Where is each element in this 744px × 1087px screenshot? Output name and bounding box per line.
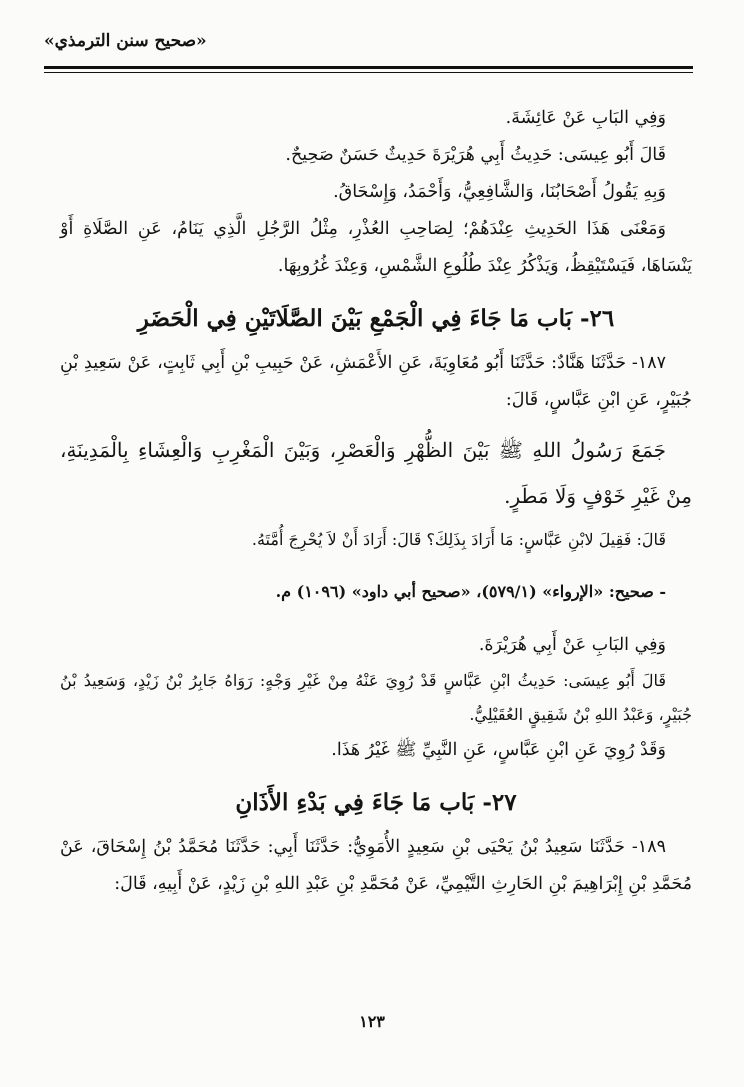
paragraph-bab-aisha: وَفِي البَابِ عَنْ عَائِشَةَ. xyxy=(505,108,666,128)
paragraph-scholars-opinion: وَبِهِ يَقُولُ أَصْحَابُنَا، وَالشَّافِعِيُّ، وَأَحْمَدُ، وَإِسْحَاقُ. xyxy=(333,182,666,202)
paragraph-abu-isa-ruling: قَالَ أَبُو عِيسَى: حَدِيثُ أَبِي هُرَيْرَةَ حَدِيثٌ حَسَنٌ صَحِيحٌ. xyxy=(285,145,666,165)
hadith-187-matn: جَمَعَ رَسُولُ اللهِ ﷺ بَيْنَ الظُّهْرِ وَالْعَصْرِ، وَبَيْنَ الْمَغْرِبِ وَالْعِشَاءِ بِالْمَدِينَةِ، مِنْ غَيْرِ خَوْفٍ وَلَا مَطَرٍ. xyxy=(60,438,692,508)
chapter-heading-27: ٢٧- بَاب مَا جَاءَ فِي بَدْءِ الأَذَانِ xyxy=(235,789,517,816)
header-rule-thin xyxy=(44,72,693,73)
page-body xyxy=(60,100,692,903)
hadith-189-isnad: ١٨٩- حَدَّثَنَا سَعِيدُ بْنُ يَحْيَى بْنِ سَعِيدٍ الأُمَوِيُّ: حَدَّثَنَا أَبِي: حَدَّثَنَا مُحَمَّدُ بْنُ إِسْحَاقَ، عَنْ مُحَمَّدِ بْنِ إِبْرَاهِيمَ بْنِ الحَارِثِ التَّيْمِيِّ، عَنْ مُحَمَّدِ بْنِ عَبْدِ اللهِ بْنِ زَيْدٍ، عَنْ أَبِيهِ، قَالَ: xyxy=(60,837,692,894)
hadith-187-grade: - صحيح: «الإرواء» (٥٧٩/١)، «صحيح أبي داود» (١٠٩٦) م. xyxy=(275,582,666,601)
paragraph-bab-abu-hurayra: وَفِي البَابِ عَنْ أَبِي هُرَيْرَةَ. xyxy=(478,635,666,655)
hadith-187-isnad: ١٨٧- حَدَّثَنَا هَنَّادٌ: حَدَّثَنَا أَبُو مُعَاوِيَةَ، عَنِ الأَعْمَشِ، عَنْ حَبِيبِ بْنِ أَبِي ثَابِتٍ، عَنْ سَعِيدِ بْنِ جُبَيْرٍ، عَنِ ابْنِ عَبَّاسٍ، قَالَ: xyxy=(60,353,692,410)
paragraph-meaning: وَمَعْنَى هَذَا الحَدِيثِ عِنْدَهُمْ؛ لِصَاحِبِ العُذْرِ، مِثْلُ الرَّجُلِ الَّذِي يَنَامُ، عَنِ الصَّلَاةِ أَوْ يَنْسَاهَا، فَيَسْتَيْقِظُ، وَيَذْكُرُ عِنْدَ طُلُوعِ الشَّمْسِ، وَعِنْدَ غُرُوبِهَا. xyxy=(60,219,692,276)
running-header-title: «صحيح سنن الترمذي» xyxy=(44,31,207,51)
hadith-187-explanation: قَالَ: فَقِيلَ لابْنِ عَبَّاسٍ: مَا أَرَادَ بِذَلِكَ؟ قَالَ: أَرَادَ أَنْ لاَ يُحْرِجَ أُمَّتَهُ. xyxy=(251,530,666,549)
page-number: ١٢٣ xyxy=(359,1012,385,1031)
header-rule-thick xyxy=(44,66,693,69)
paragraph-abu-isa-comment: قَالَ أَبُو عِيسَى: حَدِيثُ ابْنِ عَبَّاسٍ قَدْ رُوِيَ عَنْهُ مِنْ غَيْرِ وَجْهٍ: رَوَاهُ جَابِرُ بْنُ زَيْدٍ، وَسَعِيدُ بْنُ جُبَيْرٍ، وَعَبْدُ اللهِ بْنُ شَقِيقٍ العُقَيْلِيُّ. xyxy=(60,671,692,724)
chapter-heading-26: ٢٦- بَاب مَا جَاءَ فِي الْجَمْعِ بَيْنَ الصَّلَاتَيْنِ فِي الْحَضَرِ xyxy=(137,305,615,332)
paragraph-other-narration: وَقَدْ رُوِيَ عَنِ ابْنِ عَبَّاسٍ، عَنِ النَّبِيِّ ﷺ غَيْرُ هَذَا. xyxy=(331,740,666,760)
